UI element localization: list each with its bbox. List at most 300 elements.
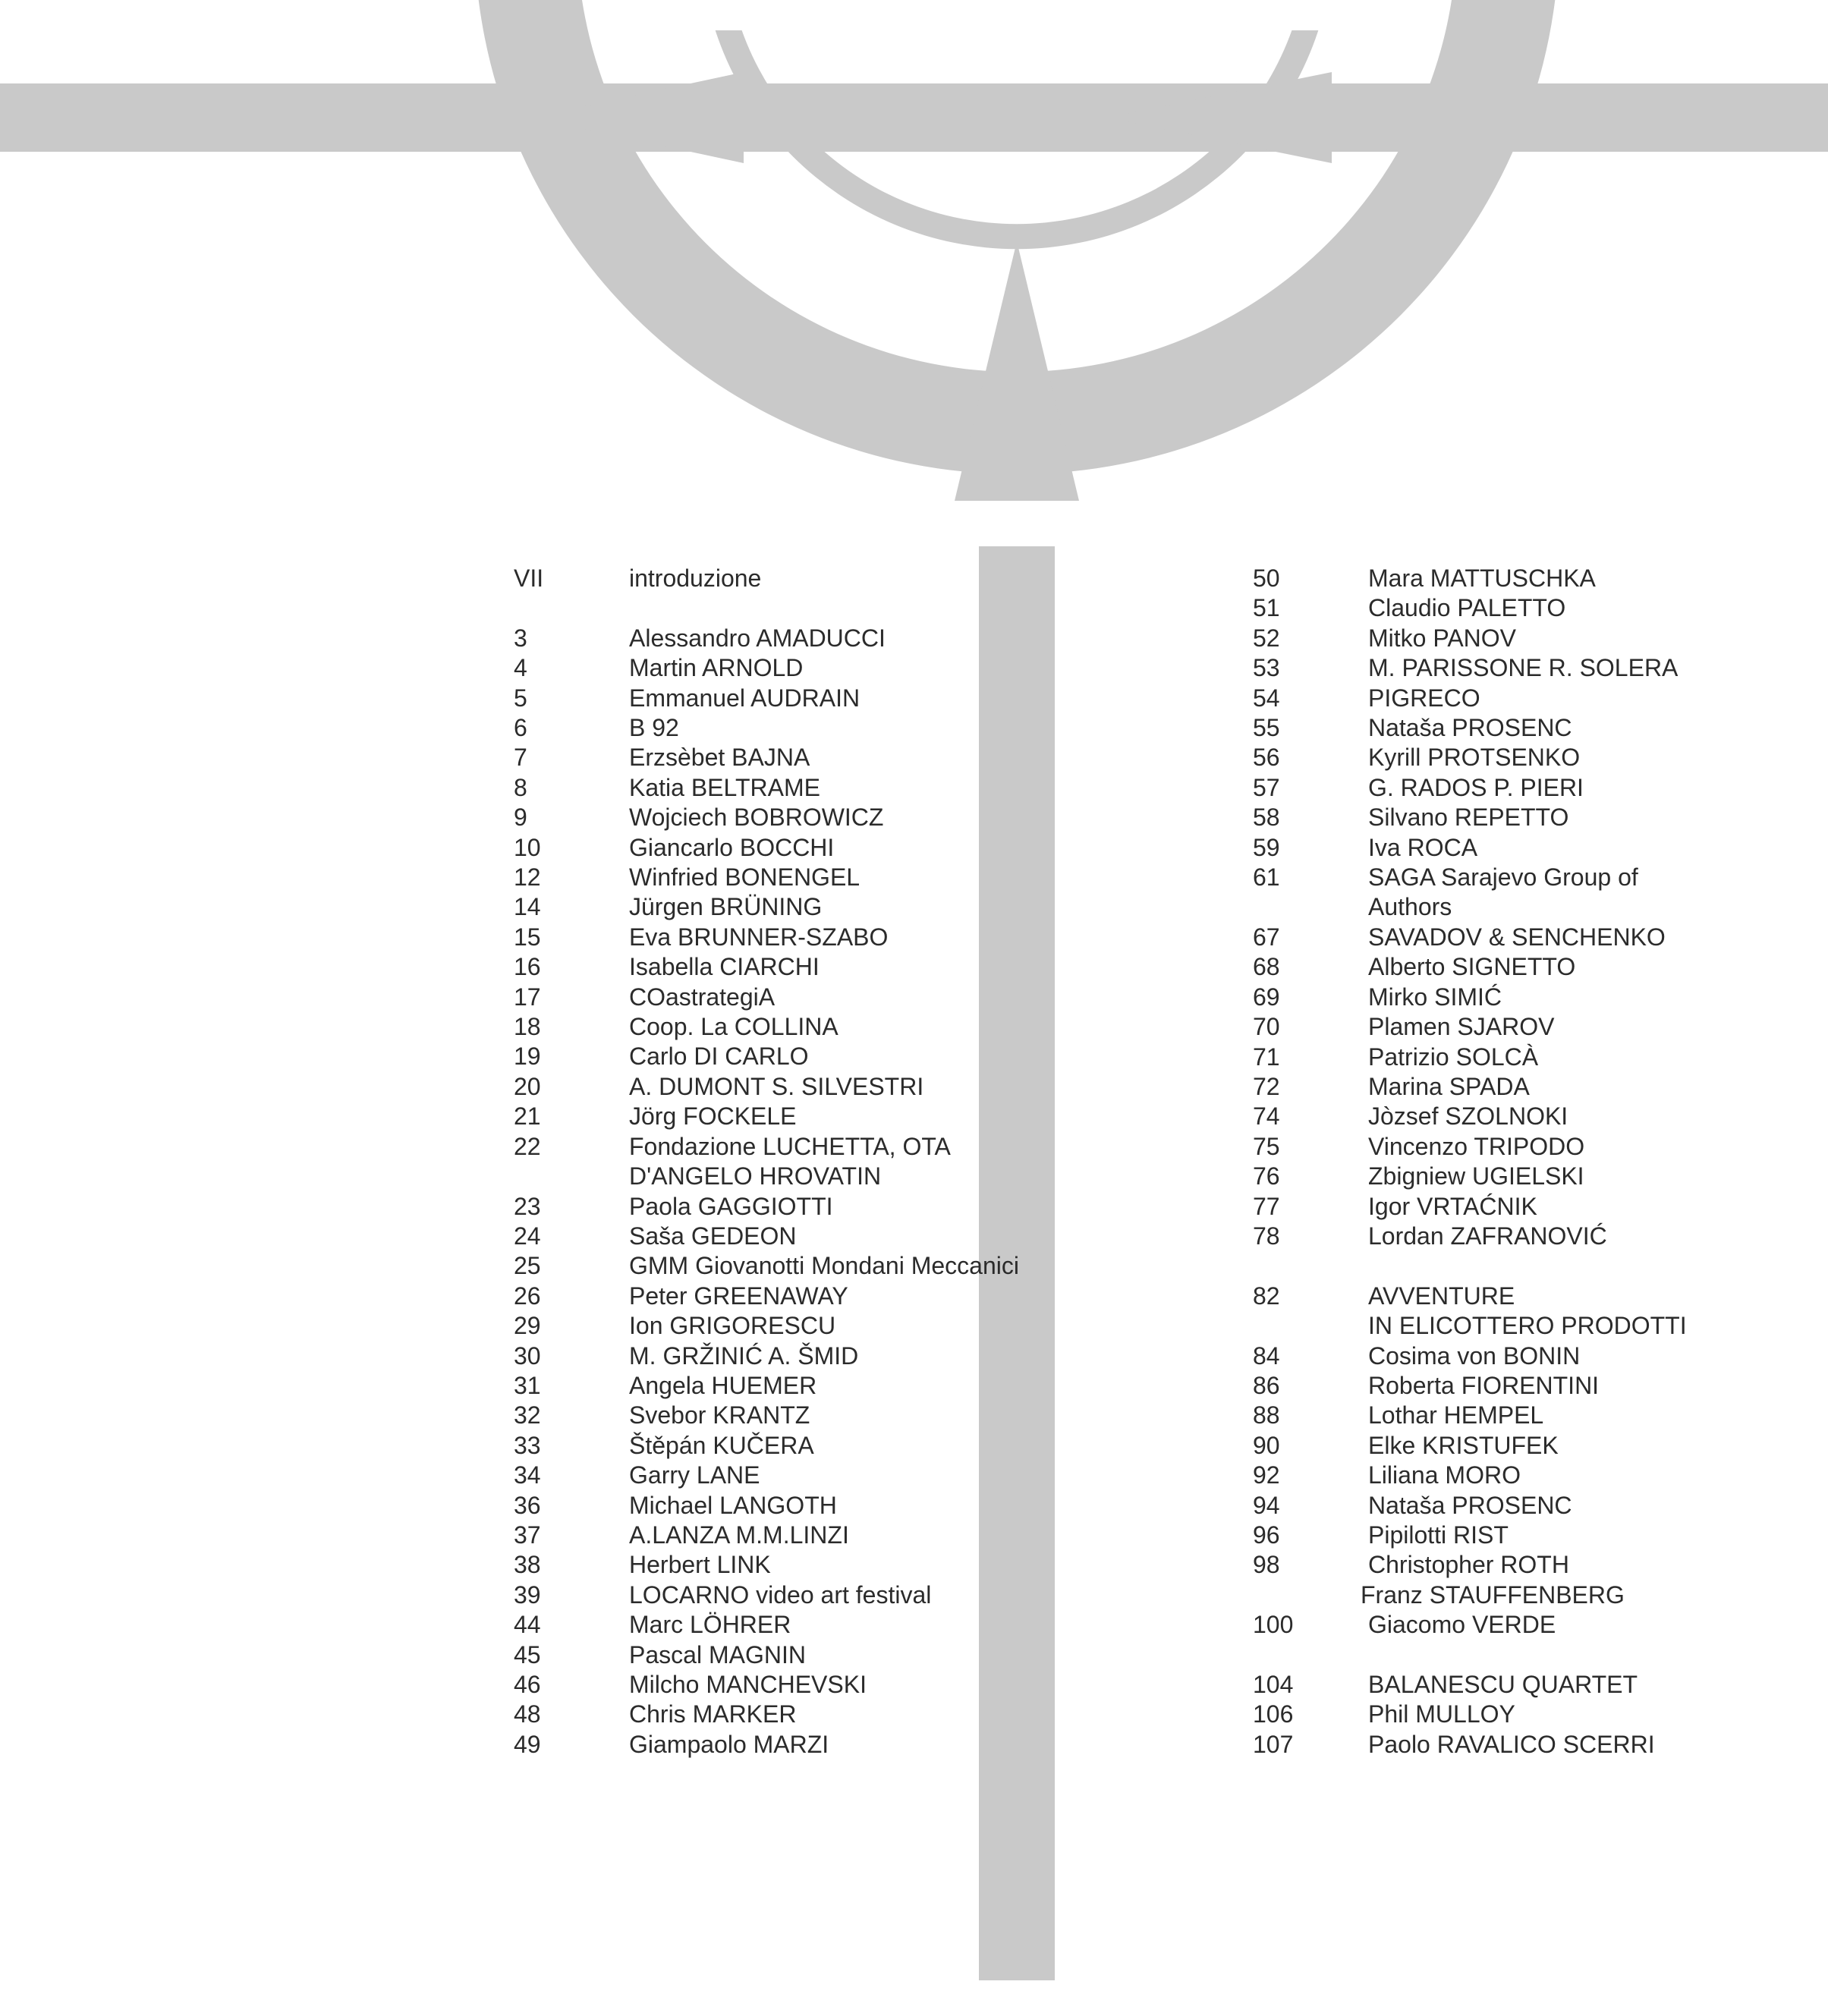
toc-entry: [1253, 1610, 1687, 1640]
entry-title: [629, 1311, 835, 1341]
toc-entry: [514, 1521, 1019, 1550]
entry-line: Jòzsef SZOLNOKI: [1368, 1102, 1568, 1131]
entry-title: [1368, 1282, 1687, 1341]
page-number: 76: [1253, 1162, 1280, 1190]
toc-entry: [1253, 1043, 1687, 1072]
page-number: 92: [1253, 1461, 1280, 1489]
page-number: 30: [514, 1341, 541, 1370]
page-number: 9: [514, 804, 527, 832]
entry-title: [1368, 1431, 1559, 1461]
entry-title: [629, 1222, 797, 1251]
entry-title: [1368, 684, 1480, 713]
page-number: 107: [1253, 1730, 1294, 1758]
page-number: VII: [514, 565, 544, 592]
page-number: 19: [514, 1043, 541, 1071]
entry-line: Mirko SIMIĆ: [1368, 983, 1502, 1011]
toc-entry: [1253, 1730, 1687, 1760]
entry-line: Isabella CIARCHI: [629, 953, 820, 981]
toc-entry: [514, 803, 1019, 832]
entry-line: Paola GAGGIOTTI: [629, 1192, 833, 1220]
toc-entry: [1253, 1132, 1687, 1162]
entry-title: [1368, 593, 1565, 623]
entry-line: COastrategiA: [629, 983, 776, 1011]
entry-line: Alessandro AMADUCCI: [629, 624, 886, 652]
entry-title: [1361, 1580, 1625, 1610]
entry-line: Winfried BONENGEL: [629, 863, 861, 892]
entry-line: Nataša PROSENC: [1368, 1491, 1572, 1519]
entry-title: [629, 1730, 829, 1760]
toc-entry: [514, 1251, 1019, 1281]
entry-title: [629, 1341, 858, 1371]
page-number: 96: [1253, 1521, 1280, 1549]
entry-line: Michael LANGOTH: [629, 1491, 837, 1519]
toc-entry: [514, 1072, 1019, 1102]
toc-left-column: [514, 564, 1019, 1760]
page-number: 15: [514, 923, 541, 951]
toc-entry: [514, 1580, 1019, 1610]
entry-title: [1368, 1043, 1538, 1072]
toc-entry: [514, 713, 1019, 743]
entry-title: [629, 1640, 806, 1670]
page-number: 86: [1253, 1371, 1280, 1399]
toc-entry: [1253, 713, 1687, 743]
entry-title: [1368, 653, 1678, 683]
entry-line: Cosima von BONIN: [1368, 1341, 1581, 1370]
entry-title: [629, 1132, 951, 1192]
entry-line: B 92: [629, 714, 679, 742]
entry-title: [629, 952, 820, 982]
entry-line: Zbigniew UGIELSKI: [1368, 1162, 1584, 1190]
entry-line: Christopher ROTH: [1368, 1551, 1569, 1579]
entry-line: Lordan ZAFRANOVIĆ: [1368, 1222, 1607, 1250]
page-number: 39: [514, 1580, 541, 1609]
page-number: 67: [1253, 923, 1280, 951]
page-number: 90: [1253, 1431, 1280, 1459]
page-number: 77: [1253, 1192, 1280, 1220]
entry-line: Giacomo VERDE: [1368, 1611, 1556, 1639]
page-number: 14: [514, 893, 541, 921]
toc-entry: [514, 923, 1019, 952]
entry-line: Pascal MAGNIN: [629, 1640, 806, 1668]
entry-line: Paolo RAVALICO SCERRI: [1368, 1730, 1655, 1758]
page-number: 106: [1253, 1700, 1294, 1728]
toc-entry: [514, 1311, 1019, 1341]
entry-title: [1368, 1132, 1584, 1162]
toc-entry: [514, 653, 1019, 683]
entry-title: [629, 1461, 760, 1490]
entry-line: Elke KRISTUFEK: [1368, 1431, 1559, 1459]
entry-title: [629, 1251, 1019, 1281]
entry-line: Coop. La COLLINA: [629, 1013, 838, 1041]
entry-title: [629, 1371, 816, 1401]
page-number: 56: [1253, 744, 1280, 772]
entry-title: [1368, 564, 1596, 593]
toc-entry: [1253, 1282, 1687, 1341]
entry-line: GMM Giovanotti Mondani Meccanici: [629, 1252, 1019, 1280]
entry-line: SAGA Sarajevo Group of: [1368, 863, 1638, 892]
page-number: 37: [514, 1521, 541, 1549]
entry-title: [629, 1431, 814, 1461]
page-number: 22: [514, 1132, 541, 1160]
page-number: 25: [514, 1252, 541, 1280]
page-number: 84: [1253, 1341, 1280, 1370]
toc-entry: [514, 863, 1019, 892]
page-number: 78: [1253, 1222, 1280, 1250]
toc-entry: [1253, 743, 1687, 772]
entry-title: [629, 1282, 848, 1311]
entry-title: [1368, 1610, 1556, 1640]
entry-title: [1368, 923, 1666, 952]
entry-line: Katia BELTRAME: [629, 773, 820, 801]
entry-title: [1368, 1700, 1515, 1729]
entry-line: Carlo DI CARLO: [629, 1043, 809, 1071]
entry-line: Kyrill PROTSENKO: [1368, 744, 1581, 772]
toc-entry: [514, 892, 1019, 922]
toc-entry: [1253, 1550, 1687, 1580]
entry-title: [629, 803, 883, 832]
page-number: 55: [1253, 714, 1280, 742]
page-number: 57: [1253, 773, 1280, 801]
toc-entry: [514, 1550, 1019, 1580]
page-number: 72: [1253, 1072, 1280, 1100]
page-number: 82: [1253, 1282, 1280, 1310]
page-number: 50: [1253, 565, 1280, 592]
page-number: 18: [514, 1013, 541, 1041]
page-number: 58: [1253, 804, 1280, 832]
toc-entry: [1253, 1670, 1687, 1700]
toc-entry: [1253, 653, 1687, 683]
entry-title: [629, 923, 888, 952]
page-number: 104: [1253, 1671, 1294, 1698]
toc-entry: [1253, 684, 1687, 713]
entry-title: [1368, 1102, 1568, 1131]
toc-entry: [1253, 1700, 1687, 1729]
entry-title: [629, 1580, 931, 1610]
entry-line: M. GRŽINIĆ A. ŠMID: [629, 1341, 859, 1370]
page-number: 69: [1253, 983, 1280, 1011]
entry-line: G. RADOS P. PIERI: [1368, 773, 1584, 801]
page-number: 38: [514, 1551, 541, 1579]
entry-title: [1368, 1670, 1638, 1700]
entry-title: [1368, 773, 1584, 803]
page-number: 88: [1253, 1401, 1280, 1429]
page-number: 52: [1253, 624, 1280, 652]
page-number: 70: [1253, 1013, 1280, 1041]
entry-line: Eva BRUNNER-SZABO: [629, 923, 889, 951]
entry-line: BALANESCU QUARTET: [1368, 1671, 1638, 1698]
page-number: 12: [514, 863, 541, 892]
toc-entry: [514, 1012, 1019, 1042]
entry-title: [1368, 1550, 1569, 1580]
entry-line: A.LANZA M.M.LINZI: [629, 1521, 849, 1549]
entry-line: Authors: [1368, 893, 1452, 921]
page-number: 45: [514, 1640, 541, 1668]
entry-title: [1368, 1072, 1530, 1102]
page-number: 4: [514, 654, 527, 682]
toc-entry: [514, 1222, 1019, 1251]
page-number: 94: [1253, 1491, 1280, 1519]
page-number: 3: [514, 624, 527, 652]
entry-line: Fondazione LUCHETTA, OTA: [629, 1132, 951, 1160]
entry-title: [1368, 624, 1516, 653]
toc-entry: [514, 1192, 1019, 1222]
entry-line: introduzione: [629, 565, 762, 592]
page-number: 61: [1253, 863, 1280, 892]
toc-entry: [514, 1700, 1019, 1729]
entry-line: Franz STAUFFENBERG: [1361, 1580, 1625, 1609]
toc-entry: [514, 952, 1019, 982]
section-gap: [1253, 1640, 1687, 1670]
toc-entry: [1253, 1371, 1687, 1401]
entry-title: [1368, 1491, 1572, 1521]
toc-entry: [1253, 1102, 1687, 1131]
toc-entry: [1253, 773, 1687, 803]
entry-title: [629, 624, 886, 653]
toc-entry: [1253, 833, 1687, 863]
page-number: 16: [514, 953, 541, 981]
entry-line: Pipilotti RIST: [1368, 1521, 1509, 1549]
entry-title: [629, 892, 822, 922]
page-number: 71: [1253, 1043, 1280, 1071]
page-number: 5: [514, 684, 527, 712]
toc-entry: [1253, 1491, 1687, 1521]
entry-line: Giancarlo BOCCHI: [629, 833, 835, 861]
entry-title: [1368, 1341, 1580, 1371]
toc-entry: [514, 1371, 1019, 1401]
page-number: 33: [514, 1431, 541, 1459]
entry-line: Jürgen BRÜNING: [629, 893, 823, 921]
entry-title: [1368, 743, 1580, 772]
toc-entry: [1253, 923, 1687, 952]
toc-entry: [514, 1670, 1019, 1700]
entry-line: SAVADOV & SENCHENKO: [1368, 923, 1666, 951]
entry-line: Mara MATTUSCHKA: [1368, 565, 1596, 592]
page-number: 46: [514, 1671, 541, 1699]
toc-entry: [1253, 1401, 1687, 1430]
entry-title: [629, 1072, 923, 1102]
page-number: 59: [1253, 833, 1280, 861]
toc-entry: [514, 1401, 1019, 1430]
entry-title: [629, 684, 860, 713]
entry-line: Liliana MORO: [1368, 1461, 1521, 1489]
toc-entry: [514, 833, 1019, 863]
toc-entry: [514, 1042, 1019, 1071]
entry-title: [1368, 1521, 1509, 1550]
toc-entry: [1253, 803, 1687, 832]
page-number: 10: [514, 833, 541, 861]
entry-title: [629, 1610, 791, 1640]
page-number: 36: [514, 1491, 541, 1519]
entry-title: [629, 1670, 867, 1700]
entry-title: [1368, 1222, 1607, 1251]
entry-line: Peter GREENAWAY: [629, 1282, 848, 1310]
entry-title: [629, 1102, 797, 1131]
entry-line: Jörg FOCKELE: [629, 1102, 797, 1131]
page-number: 51: [1253, 594, 1280, 622]
toc-entry: [1253, 624, 1687, 653]
entry-line: Štěpán KUČERA: [629, 1431, 814, 1459]
toc-entry: [1253, 1162, 1687, 1191]
toc-entry: [514, 624, 1019, 653]
toc-entry: [1253, 863, 1687, 923]
entry-line: Saša GEDEON: [629, 1222, 797, 1250]
page-number: 44: [514, 1611, 541, 1639]
toc-entry: [514, 1102, 1019, 1131]
toc-entry: [514, 684, 1019, 713]
page-number: 68: [1253, 953, 1280, 981]
entry-line: Mitko PANOV: [1368, 624, 1516, 652]
entry-line: Emmanuel AUDRAIN: [629, 684, 861, 712]
entry-line: Nataša PROSENC: [1368, 714, 1572, 742]
toc-entry: [1253, 1072, 1687, 1102]
entry-line: Chris MARKER: [629, 1700, 797, 1728]
entry-line: Plamen SJAROV: [1368, 1013, 1555, 1041]
entry-line: Giampaolo MARZI: [629, 1730, 829, 1758]
entry-line: Alberto SIGNETTO: [1368, 953, 1576, 981]
toc-entry: [1253, 1341, 1687, 1371]
section-gap: [514, 593, 1019, 623]
entry-title: [629, 833, 834, 863]
entry-line: Garry LANE: [629, 1461, 760, 1489]
toc-entry: [514, 564, 1019, 593]
entry-title: [1368, 803, 1568, 832]
toc-entry: [514, 743, 1019, 772]
toc-entry: [1253, 952, 1687, 982]
entry-title: [629, 564, 761, 593]
page-number: 53: [1253, 654, 1280, 682]
toc-entry: [514, 1132, 1019, 1192]
toc-entry: [1253, 1461, 1687, 1490]
entry-title: [1368, 833, 1477, 863]
entry-line: Igor VRTAĆNIK: [1368, 1192, 1537, 1220]
page-number: 100: [1253, 1611, 1294, 1639]
page-number: 20: [514, 1072, 541, 1100]
entry-line: Angela HUEMER: [629, 1371, 817, 1399]
page-number: 17: [514, 983, 541, 1011]
toc-entry: [1253, 1012, 1687, 1042]
entry-line: Patrizio SOLCÀ: [1368, 1043, 1539, 1071]
entry-title: [629, 1550, 771, 1580]
entry-title: [629, 713, 679, 743]
page-number: 23: [514, 1192, 541, 1220]
entry-title: [629, 983, 775, 1012]
toc-entry: [514, 773, 1019, 803]
entry-line: Vincenzo TRIPODO: [1368, 1132, 1585, 1160]
entry-line: LOCARNO video art festival: [629, 1580, 932, 1609]
entry-line: Iva ROCA: [1368, 833, 1478, 861]
entry-line: Claudio PALETTO: [1368, 594, 1566, 622]
entry-line: M. PARISSONE R. SOLERA: [1368, 654, 1679, 682]
toc-entry: [1253, 1192, 1687, 1222]
entry-title: [1368, 863, 1638, 923]
entry-line: Martin ARNOLD: [629, 654, 804, 682]
toc-entry: [514, 1610, 1019, 1640]
toc-entry: [514, 1461, 1019, 1490]
page-number: 34: [514, 1461, 541, 1489]
toc-entry: [1253, 1521, 1687, 1550]
toc-entry: [514, 1730, 1019, 1760]
toc-entry: [1253, 564, 1687, 593]
toc-entry: [514, 1282, 1019, 1311]
page-number: 21: [514, 1102, 541, 1131]
entry-title: [1368, 1401, 1543, 1430]
entry-title: [1368, 1461, 1521, 1490]
page-number: 26: [514, 1282, 541, 1310]
toc-entry: [514, 1431, 1019, 1461]
page-number: 29: [514, 1312, 541, 1340]
toc-entry: [514, 1341, 1019, 1371]
entry-title: [629, 743, 810, 772]
page-number: 54: [1253, 684, 1280, 712]
page-number: 74: [1253, 1102, 1280, 1131]
entry-title: [1368, 983, 1502, 1012]
entry-line: D'ANGELO HROVATIN: [629, 1162, 882, 1190]
entry-title: [629, 1700, 796, 1729]
page-number: 31: [514, 1371, 541, 1399]
entry-title: [629, 653, 803, 683]
entry-title: [629, 1012, 838, 1042]
page-number: 32: [514, 1401, 541, 1429]
entry-title: [629, 1521, 849, 1550]
entry-title: [1368, 1371, 1599, 1401]
toc-entry: [514, 1491, 1019, 1521]
entry-title: [1368, 1012, 1554, 1042]
entry-line: Svebor KRANTZ: [629, 1401, 810, 1429]
entry-title: [629, 1192, 833, 1222]
page-number: 98: [1253, 1551, 1280, 1579]
entry-line: Erzsèbet BAJNA: [629, 744, 810, 772]
entry-line: Wojciech BOBROWICZ: [629, 804, 884, 832]
toc-right-column: [1253, 564, 1687, 1760]
toc-entry: [1253, 1431, 1687, 1461]
toc-entry: [1253, 593, 1687, 623]
entry-title: [629, 1042, 809, 1071]
entry-title: [629, 863, 860, 892]
entry-title: [629, 773, 820, 803]
entry-line: AVVENTURE: [1368, 1282, 1515, 1310]
page-number: 8: [514, 773, 527, 801]
page-number: 48: [514, 1700, 541, 1728]
entry-line: IN ELICOTTERO PRODOTTI: [1368, 1312, 1687, 1340]
toc-entry: [1253, 1222, 1687, 1251]
entry-title: [629, 1491, 837, 1521]
page-number: 6: [514, 714, 527, 742]
toc-entry: [514, 1640, 1019, 1670]
entry-line: Ion GRIGORESCU: [629, 1312, 836, 1340]
entry-title: [1368, 952, 1575, 982]
entry-title: [629, 1401, 810, 1430]
entry-line: Roberta FIORENTINI: [1368, 1371, 1600, 1399]
toc-entry: [514, 983, 1019, 1012]
page-number: 7: [514, 744, 527, 772]
section-gap: [1253, 1251, 1687, 1281]
entry-title: [1368, 1730, 1655, 1760]
page-number: 49: [514, 1730, 541, 1758]
entry-line: Milcho MANCHEVSKI: [629, 1671, 867, 1699]
page-number: 75: [1253, 1132, 1280, 1160]
entry-title: [1368, 1162, 1584, 1191]
entry-line: Marc LÖHRER: [629, 1611, 791, 1639]
toc-entry: [1253, 1580, 1687, 1610]
entry-line: Herbert LINK: [629, 1551, 771, 1579]
page-number: 24: [514, 1222, 541, 1250]
toc-entry: [1253, 983, 1687, 1012]
entry-line: Lothar HEMPEL: [1368, 1401, 1544, 1429]
entry-line: Phil MULLOY: [1368, 1700, 1515, 1728]
entry-title: [1368, 713, 1572, 743]
entry-line: Silvano REPETTO: [1368, 804, 1569, 832]
entry-title: [1368, 1192, 1537, 1222]
